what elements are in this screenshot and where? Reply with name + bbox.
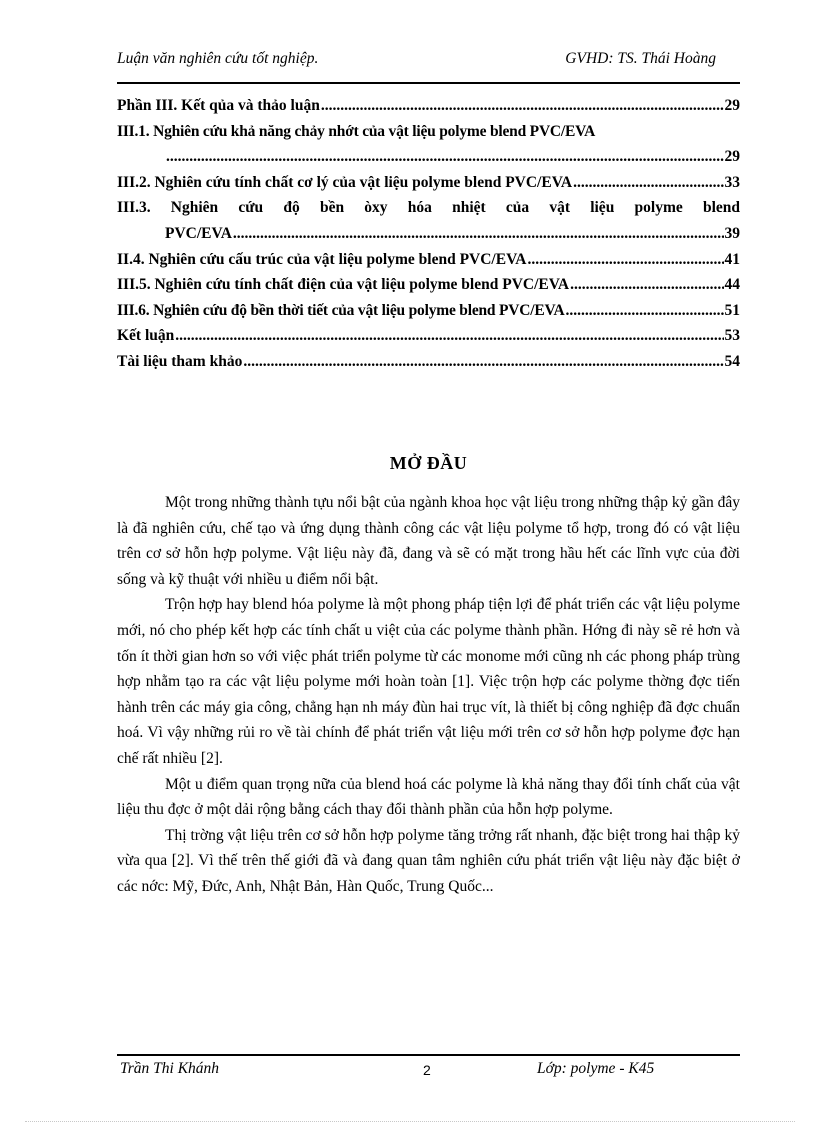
toc-leader [166, 144, 724, 170]
toc-entry-title: Kết luận [117, 327, 175, 345]
toc-leader [573, 170, 723, 196]
toc-entry-page: 39 [724, 224, 740, 242]
toc-leader [527, 247, 723, 273]
section-title: MỞ ĐẦU [389, 453, 468, 473]
toc-entry-page: 29 [724, 148, 740, 166]
page-footer [117, 1060, 740, 1082]
paragraph: Một u điểm quan trọng nữa của blend hoá các polyme là khả năng thay đổi tính chất của vật liệu thu đợc ở một dải rộng bằng cách thay đổi thành phần của hỗn hợp polyme. [117, 775, 740, 819]
toc-entry-references[interactable] [117, 349, 740, 375]
toc-entry-3-4[interactable] [117, 247, 740, 273]
toc-entry-3-1-continuation[interactable] [117, 144, 740, 170]
toc-entry-title: III.1. Nghiên cứu khả năng chảy nhớt của vật liệu polyme blend PVC/EVA [117, 122, 596, 140]
toc-leader [566, 298, 724, 324]
toc-entry-part-3[interactable] [117, 93, 740, 119]
body-text [117, 490, 740, 900]
toc-entry-title: III.3. Nghiên cứu độ bền òxy hóa nhiệt của vật liệu polyme blend [117, 199, 740, 217]
paragraph: Thị trờng vật liệu trên cơ sở hỗn hợp polyme tăng trởng rất nhanh, đặc biệt trong hai thập kỷ vừa qua [2]. Vì thế trên thế giới đã và đang quan tâm nghiên cứu phát triển vật liệu này đặc biệt ở các nớc: Mỹ, Đức, Anh, Nhật Bản, Hàn Quốc, Trung Quốc... [117, 826, 740, 895]
toc-leader [233, 221, 724, 247]
toc-entry-3-3[interactable] [117, 195, 740, 221]
toc-entry-title: Phần III. Kết qủa và thảo luận [117, 97, 320, 114]
toc-entry-title: III.6. Nghiên cứu độ bền thời tiết của vật liệu polyme blend PVC/EVA [117, 301, 565, 319]
toc-leader [175, 323, 723, 349]
toc-leader [570, 272, 723, 298]
toc-leader [243, 349, 723, 375]
header-thesis-title: Luận văn nghiên cứu tốt nghiệp. [117, 50, 319, 67]
paragraph: Một trong những thành tựu nổi bật của ngành khoa học vật liệu trong những thập kỷ gần đây là đã nghiên cứu, chế tạo và ứng dụng thành công các vật liệu polyme tổ hợp, trong đó có vật liệu trên cơ sở hỗn hợp polyme. Vật liệu này đã, đang và sẽ có mặt trong hầu hết các lĩnh vực của đời sống và kỹ thuật với nhiều u điểm nổi bật. [117, 494, 740, 588]
footer-class: Lớp: polyme - K45 [537, 1060, 655, 1077]
footer-author: Trần Thi Khánh [120, 1060, 220, 1077]
toc-entry-3-6[interactable] [117, 298, 740, 324]
header-rule [117, 82, 740, 84]
toc-entry-page: 53 [724, 327, 740, 345]
toc-entry-page: 33 [724, 173, 740, 191]
toc-entry-page: 44 [724, 276, 740, 294]
header-supervisor: GVHD: TS. Thái Hoàng [565, 50, 716, 67]
toc-leader [321, 93, 724, 119]
toc-entry-3-5[interactable] [117, 272, 740, 298]
toc-entry-conclusion[interactable] [117, 323, 740, 349]
toc-entry-page: 51 [724, 301, 740, 319]
toc-entry-page: 29 [724, 97, 740, 114]
toc-entry-3-2[interactable] [117, 170, 740, 196]
page-header [117, 50, 740, 72]
table-of-contents [117, 93, 740, 375]
paragraph: Trộn hợp hay blend hóa polyme là một phong pháp tiện lợi để phát triển các vật liệu polyme mới, nó cho phép kết hợp các tính chất u việt của các polyme thành phần. Hớng đi này sẽ rẻ hơn và tốn ít thời gian hơn so với việc phát triển polyme từ các monome mới cũng nh các phong pháp trùng hợp nhằm tạo ra các vật liệu polyme mới hoàn toàn [1]. Việc trộn hợp các polyme thờng đợc tiến hành trên các máy gia công, chẳng hạn nh máy đùn hai trục vít, là thiết bị công nghiệp đã đợc chuẩn hoá. Vì vậy những rủi ro về tài chính để phát triển vật liệu mới trên cơ sở hỗn hợp polyme đợc hạn chế rất nhiều [2]. [117, 596, 740, 767]
toc-entry-title: II.4. Nghiên cứu cấu trúc của vật liệu polyme blend PVC/EVA [117, 250, 527, 268]
toc-entry-3-3-page-line [117, 221, 740, 247]
toc-entry-page: 54 [724, 352, 740, 370]
footer-page-number: 2 [423, 1062, 431, 1078]
page-edge [25, 1121, 795, 1122]
toc-entry-title: Tài liệu tham khảo [117, 352, 243, 370]
footer-rule [117, 1054, 740, 1056]
toc-entry-3-1[interactable] [117, 119, 740, 145]
toc-entry-title: III.5. Nghiên cứu tính chất điện của vật liệu polyme blend PVC/EVA [117, 276, 570, 294]
toc-entry-title: III.2. Nghiên cứu tính chất cơ lý của vật liệu polyme blend PVC/EVA [117, 173, 573, 191]
toc-entry-page: 41 [724, 250, 740, 268]
toc-entry-title-wrap: PVC/EVA [165, 224, 232, 242]
